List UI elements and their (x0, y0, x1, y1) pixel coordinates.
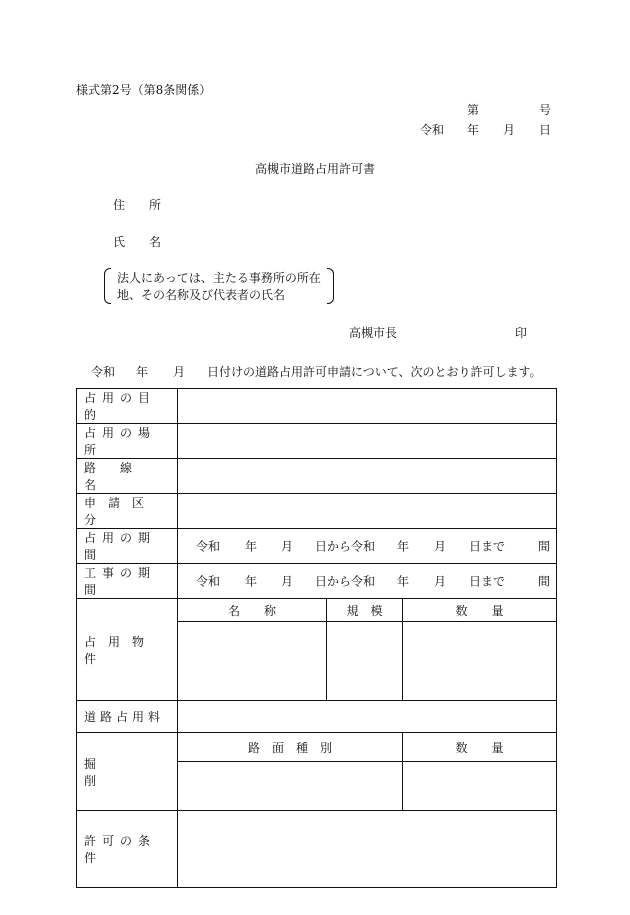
construction-period-label (77, 564, 178, 599)
table-row-conditions (77, 811, 557, 888)
document-number (0, 104, 630, 118)
name-label: 氏 名 (113, 235, 162, 249)
occ-year2: 年 (397, 539, 410, 554)
objects-scale-value[interactable] (327, 622, 403, 701)
number-suffix: 号 (539, 103, 552, 117)
place-value[interactable] (178, 424, 557, 459)
purpose-label-text (84, 389, 172, 423)
occ-month: 月 (281, 539, 294, 554)
date-year: 年 (467, 123, 480, 137)
table-row-place (77, 424, 557, 459)
occ-span: 間 (538, 539, 551, 554)
corporation-note (104, 268, 334, 304)
table-row-category (77, 494, 557, 529)
occ-month2: 月 (434, 539, 447, 554)
occupancy-period-label (77, 529, 178, 564)
excavation-quantity-header: 数 量 (403, 733, 557, 762)
mayor-label: 高槻市長 (349, 326, 398, 340)
occupancy-period-value[interactable] (178, 529, 557, 564)
objects-scale-header: 規 模 (327, 599, 403, 622)
category-label-value: 申請区分 (84, 496, 157, 527)
purpose-value[interactable] (178, 389, 557, 424)
date-day: 日 (539, 123, 552, 137)
fee-value[interactable] (178, 701, 557, 733)
table-row-objects-header (77, 599, 557, 622)
conditions-label-value: 許可の条件 (84, 834, 157, 865)
intro-text: 日付けの道路占用許可申請について、次のとおり許可します。 (207, 365, 542, 379)
construction-period-value[interactable] (178, 564, 557, 599)
excavation-surface-value[interactable] (178, 762, 403, 811)
objects-name-header: 名 称 (178, 599, 327, 622)
intro-era: 令和 (91, 365, 116, 379)
objects-label (77, 599, 178, 701)
table-row-construction-period (77, 564, 557, 599)
issue-date (0, 124, 630, 138)
conditions-value[interactable] (178, 811, 557, 888)
con-era: 令和 (196, 574, 221, 589)
route-label-value: 路線名 (84, 461, 157, 492)
table-row-occupancy-period (77, 529, 557, 564)
occ-until: 日まで (469, 539, 506, 554)
table-row-fee (77, 701, 557, 733)
left-bracket (104, 268, 111, 304)
fee-label (77, 701, 178, 733)
objects-name-value[interactable] (178, 622, 327, 701)
corp-note-line1: 法人にあっては、主たる事務所の所在 (117, 271, 321, 285)
con-span: 間 (538, 574, 551, 589)
date-era: 令和 (420, 123, 445, 137)
occ-year: 年 (245, 539, 258, 554)
con-month: 月 (281, 574, 294, 589)
category-label (77, 494, 178, 529)
occ-era: 令和 (196, 539, 221, 554)
number-prefix: 第 (467, 103, 480, 117)
category-value[interactable] (178, 494, 557, 529)
con-year2: 年 (397, 574, 410, 589)
seal-label: 印 (515, 326, 528, 340)
route-value[interactable] (178, 459, 557, 494)
table-row-excavation-header (77, 733, 557, 762)
intro-month: 月 (173, 365, 186, 379)
form-id: 様式第2号（第8条関係） (76, 83, 212, 97)
fee-label-value: 道路占用料 (84, 710, 165, 724)
excavation-label-value: 掘削 (84, 756, 163, 788)
objects-quantity-value[interactable] (403, 622, 557, 701)
place-label-value: 占用の場所 (84, 426, 157, 457)
permit-table (76, 388, 557, 888)
objects-quantity-header: 数 量 (403, 599, 557, 622)
con-month2: 月 (434, 574, 447, 589)
con-until: 日まで (469, 574, 506, 589)
address-label: 住 所 (113, 198, 162, 212)
place-label (77, 424, 178, 459)
table-row-purpose (77, 389, 557, 424)
purpose-label (77, 389, 178, 424)
purpose-label-value: 占用の目的 (84, 391, 157, 422)
objects-label-value: 占用物件 (84, 634, 157, 666)
conditions-label (77, 811, 178, 888)
corp-note-line2: 地、その名称及び代表者の氏名 (117, 288, 286, 302)
excavation-label (77, 733, 178, 811)
con-from: 日から令和 (315, 574, 376, 589)
con-year: 年 (245, 574, 258, 589)
occupancy-period-label-value: 占用の期間 (84, 531, 157, 562)
right-bracket (327, 268, 334, 304)
table-row-route (77, 459, 557, 494)
intro-year: 年 (136, 365, 149, 379)
intro-sentence (0, 366, 630, 380)
excavation-quantity-value[interactable] (403, 762, 557, 811)
occ-from: 日から令和 (315, 539, 376, 554)
date-month: 月 (503, 123, 516, 137)
route-label (77, 459, 178, 494)
construction-period-label-value: 工事の期間 (84, 566, 157, 597)
document-title: 高槻市道路占用許可書 (254, 162, 375, 176)
excavation-surface-header: 路 面 種 別 (178, 733, 403, 762)
